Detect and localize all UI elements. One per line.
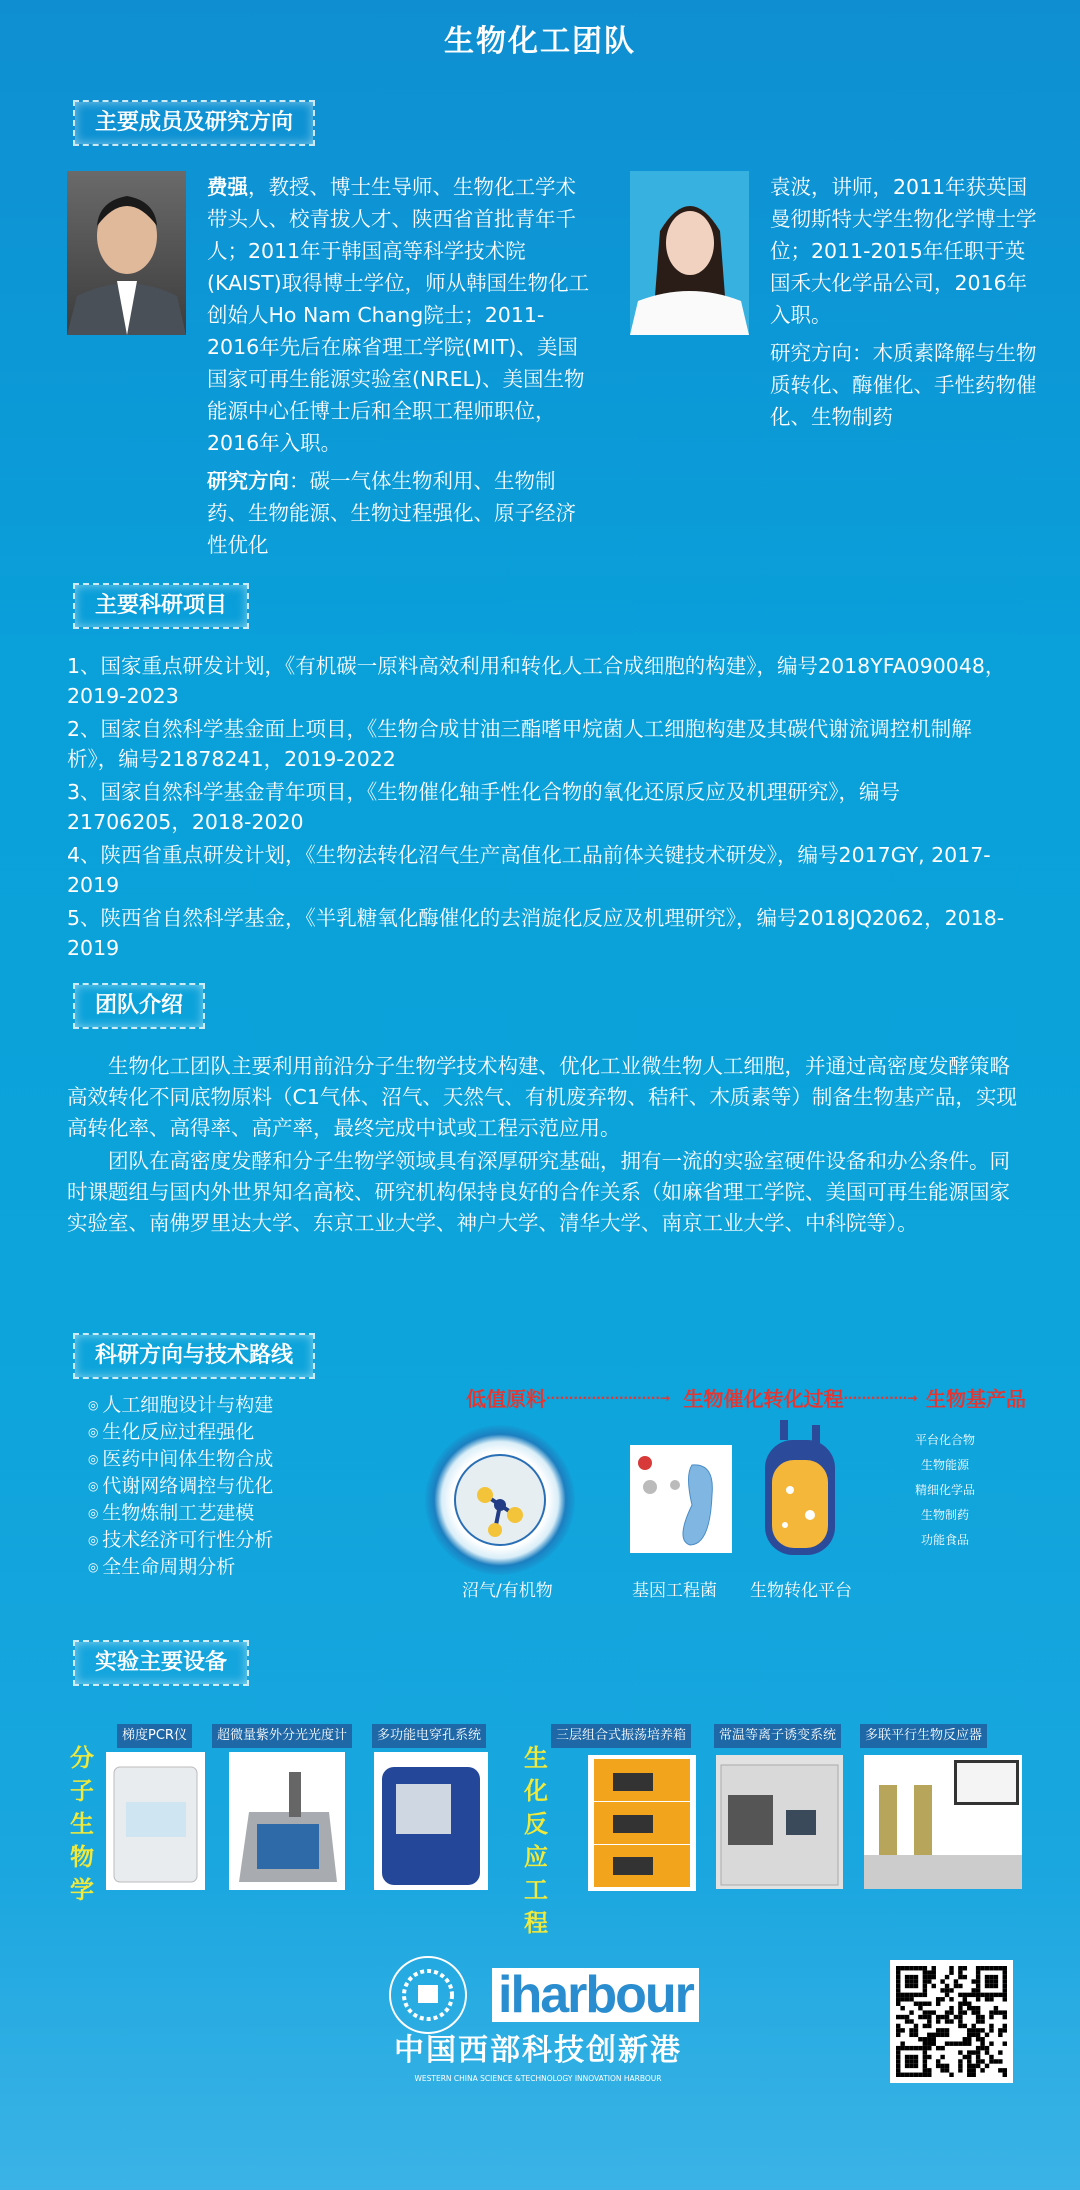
equipment-label: 超微量紫外分光光度计	[212, 1724, 352, 1748]
equipment-label: 多联平行生物反应器	[860, 1724, 987, 1748]
engineered-bacteria-icon	[630, 1445, 732, 1553]
iharbour-logo: iharbour	[492, 1968, 699, 2022]
flow-step: 生物催化转化过程	[683, 1387, 844, 1411]
list-item: ◎ 生物炼制工艺建模	[88, 1500, 273, 1527]
harbour-name-en: WESTERN CHINA SCIENCE &TECHNOLOGY INNOVATION HARBOUR	[414, 2074, 662, 2083]
equipment-label: 多功能电穿孔系统	[372, 1724, 486, 1748]
member-photo-fei	[67, 171, 186, 335]
qr-code[interactable]	[890, 1960, 1013, 2083]
list-item: ◎ 代谢网络调控与优化	[88, 1473, 273, 1500]
xjtu-seal-logo	[388, 1955, 468, 2035]
equipment-label: 梯度PCR仪	[117, 1724, 192, 1748]
member-bio-yuan: 袁波，讲师，2011年获英国曼彻斯特大学生物化学博士学位；2011-2015年任职于英国禾大化学品公司，2016年入职。 研究方向：木质素降解与生物质转化、酶催化、手性药物催化、生物制药	[770, 175, 1037, 429]
research-direction-list	[88, 1392, 273, 1581]
intro-paragraph: 生物化工团队主要利用前沿分子生物学技术构建、优化工业微生物人工细胞，并通过高密度发酵策略高效转化不同底物原料（C1气体、沼气、天然气、有机废弃物、秸秆、木质素等）制备生物基产品，实现高转化率、高得率、高产率，最终完成中试或工程示范应用。	[67, 1054, 1017, 1140]
intro-paragraph: 团队在高密度发酵和分子生物学领域具有深厚研究基础，拥有一流的实验室硬件设备和办公条件。同时课题组与国内外世界知名高校、研究机构保持良好的合作关系（如麻省理工学院、美国可再生能源国家实验室、南佛罗里达大学、东京工业大学、神户大学、清华大学、南京工业大学、中科院等）。	[67, 1149, 1010, 1235]
section-route-heading: 科研方向与技术路线	[73, 1333, 315, 1379]
globe-biomass-icon	[425, 1425, 575, 1575]
list-item: ◎ 人工细胞设计与构建	[88, 1392, 273, 1419]
member-photo-yuan	[630, 171, 749, 335]
harbour-name-cn: 中国西部科技创新港	[394, 2033, 682, 2068]
project-item: 4、陕西省重点研发计划，《生物法转化沼气生产高值化工品前体关键技术研发》，编号2017GY, 2017-2019	[67, 843, 991, 897]
list-item: ◎ 医药中间体生物合成	[88, 1446, 273, 1473]
team-intro	[67, 1051, 1017, 1239]
equipment-label: 三层组合式振荡培养箱	[551, 1724, 691, 1748]
section-intro-heading: 团队介绍	[73, 983, 205, 1029]
project-item: 3、国家自然科学基金青年项目，《生物催化轴手性化合物的氧化还原反应及机理研究》，编号21706205，2018-2020	[67, 780, 901, 834]
product-item: 平台化合物	[914, 1433, 975, 1447]
product-list	[895, 1428, 995, 1553]
electroporation-system-image	[374, 1752, 488, 1890]
list-item: ◎ 技术经济可行性分析	[88, 1527, 273, 1554]
parallel-bioreactor-image	[864, 1755, 1022, 1889]
product-item: 精细化学品	[914, 1483, 975, 1497]
project-item: 2、国家自然科学基金面上项目，《生物合成甘油三酯嗜甲烷菌人工细胞构建及其碳代谢流调控机制解析》，编号21878241，2019-2022	[67, 717, 972, 771]
flow-step: 生物基产品	[926, 1387, 1026, 1411]
member-bio-fei: 费强，教授、博士生导师、生物化工学术带头人、校青拔人才、陕西省首批青年千人；2011年于韩国高等科学技术院(KAIST)取得博士学位，师从韩国生物化工创始人Ho Nam Chang院士；2011-2016年先后在麻省理工学院(MIT)、美国国家可再生能源实验室(NREL)、美国生物能源中心任博士后和全职工程师职位，2016年入职。 研究方向：碳一气体生物利用、生物制药、生物能源、生物过程强化、原子经济性优化	[207, 175, 590, 557]
shaking-incubator-image	[588, 1755, 696, 1891]
group-label-biochemical-engineering: 生化反应工程	[524, 1744, 548, 1937]
section-members-heading: 主要成员及研究方向	[73, 100, 315, 146]
project-item: 1、国家重点研发计划，《有机碳一原料高效利用和转化人工合成细胞的构建》，编号2018YFA090048，2019-2023	[67, 654, 1006, 708]
arrow-icon: ·························→	[546, 1390, 671, 1405]
list-item: ◎ 全生命周期分析	[88, 1554, 273, 1581]
project-list	[67, 651, 1017, 963]
pcr-machine-image	[106, 1752, 205, 1890]
equipment-label: 常温等离子诱变系统	[714, 1724, 841, 1748]
section-projects-heading: 主要科研项目	[73, 583, 249, 629]
upper-content	[0, 100, 1080, 1241]
section-equipment-heading: 实验主要设备	[73, 1640, 249, 1686]
group-label-molecular-biology: 分子生物学	[70, 1744, 94, 1904]
stage-label: 基因工程菌	[632, 1581, 717, 1601]
arrow-icon: ··············→	[843, 1390, 918, 1405]
product-item: 生物能源	[920, 1458, 969, 1472]
bioreactor-icon	[750, 1420, 850, 1570]
flow-step: 低值原料	[466, 1387, 546, 1411]
product-item: 生物制药	[920, 1508, 969, 1522]
stage-label: 生物转化平台	[750, 1581, 852, 1601]
spectrophotometer-image	[229, 1752, 345, 1890]
members	[0, 171, 1080, 561]
list-item: ◎ 生化反应过程强化	[88, 1419, 273, 1446]
stage-label: 沼气/有机物	[462, 1581, 553, 1601]
project-item: 5、陕西省自然科学基金，《半乳糖氧化酶催化的去消旋化反应及机理研究》，编号2018JQ2062，2018-2019	[67, 906, 1005, 960]
product-item: 功能食品	[920, 1533, 969, 1547]
process-flow	[466, 1383, 1026, 1412]
page-title: 生物化工团队	[444, 24, 636, 59]
plasma-mutagenesis-image	[716, 1755, 843, 1889]
